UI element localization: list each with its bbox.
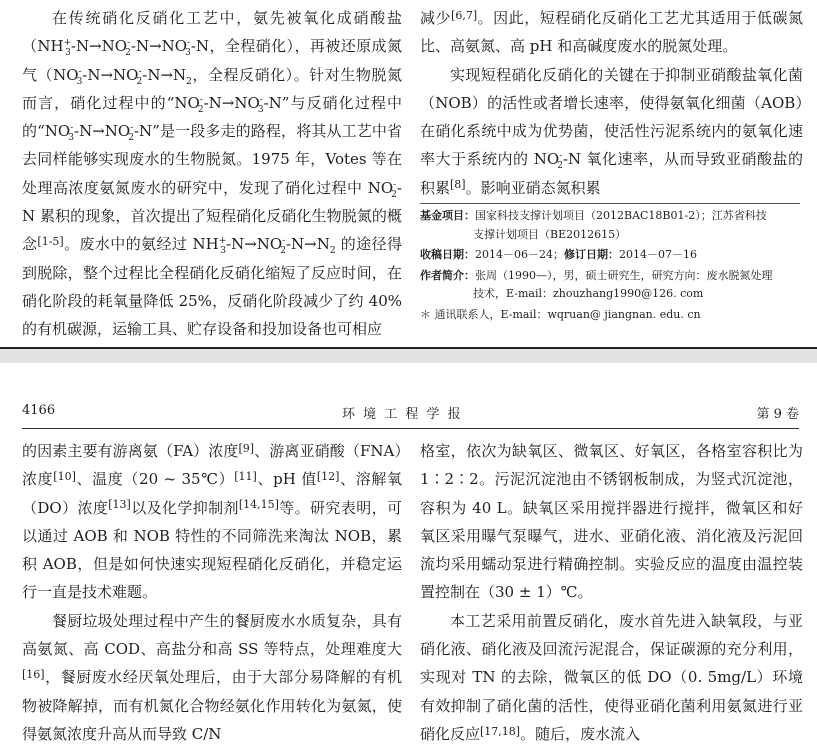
lower-right-column bbox=[420, 437, 803, 748]
citation-10: [10] bbox=[53, 469, 76, 483]
citation-9: [9] bbox=[238, 441, 255, 455]
upper-right-column bbox=[420, 4, 803, 202]
running-head bbox=[22, 403, 799, 423]
fund-note: 基金项目：国家科技支撑计划项目（2012BAC18B01-2）；江苏省科技 支撑计划项目（BE2012615） bbox=[420, 209, 767, 241]
citation-12: [12] bbox=[316, 469, 340, 483]
citation-17-18: [17,18] bbox=[480, 724, 521, 738]
lower-left-column bbox=[22, 437, 402, 748]
upper-right-paragraph-1: 减少[6,7]。因此，短程硝化反硝化工艺尤其适用于低碳氮比、高氨氮、高 pH 和高碱度废水的脱氮处理。 bbox=[420, 8, 803, 56]
citation-16: [16] bbox=[22, 667, 45, 681]
citation-13: [13] bbox=[108, 498, 131, 512]
citation-6-7: [6,7] bbox=[451, 8, 478, 22]
running-head-rule bbox=[22, 428, 799, 429]
upper-right-paragraph-2: 实现短程硝化反硝化的关键在于抑制亚硝酸盐氧化菌（NOB）的活性或者增长速率，使得氨氧化细菌（AOB）在硝化系统中成为优势菌，使活性污泥系统内的氨氧化速率大于系统内的 $NO^-_2-N$ 氧化速率，从而导致亚硝酸盐的积累[8]。影响亚硝态氮积累 bbox=[420, 65, 803, 197]
lower-right-paragraph-1: 格室，依次为缺氧区、微氧区、好氧区，各格室容积比为 1∶2∶2。污泥沉淀池由不锈钢板制成，为竖式沉淀池，容积为 40 L。缺氧区采用搅拌器进行搅拌，微氧区和好氧区采用曝气泵曝气，进水、亚硝化液、消化液及污泥回流均采用蠕动泵进行精确控制。实验反应的温度由温控装置控制在（30 ± 1）℃。 bbox=[420, 442, 803, 602]
citation-11: [11] bbox=[234, 469, 257, 483]
lower-right-paragraph-2: 本工艺采用前置反硝化，废水首先进入缺氧段，与亚硝化液、硝化液及回流污泥混合，保证碳源的充分利用，实现对 TN 的去除，微氧区的低 DO（0. 5mg/L）环境有效抑制了硝化菌的活性，使得亚硝化菌利用氨氮进行亚硝化反应[17,18]。随后，废水流入 bbox=[420, 611, 803, 743]
volume-label: 第 9 卷 bbox=[756, 407, 799, 422]
page-number: 4166 bbox=[22, 403, 56, 418]
received-label: 收稿日期： bbox=[420, 248, 475, 261]
fund-label: 基金项目： bbox=[420, 209, 475, 222]
citation-14-15: [14,15] bbox=[238, 498, 279, 512]
dates-note: 收稿日期：2014－06－24；修订日期：2014－07－16 bbox=[420, 248, 697, 261]
upper-left-paragraph: 在传统硝化反硝化工艺中，氨先被氧化成硝酸盐（$NH^+_3-N\to NO^-_2-N\to NO^-_3-N$，全程硝化），再被还原成氮气（$NO^-_3-N\to NO^-_2-N\to N_2$，全程反硝化）。针对生物脱氮而言，硝化过程中的“$NO^-_2-N\to NO^-_3-N$”与反硝化过程中的“$NO^-_3-N\to NO^-_2-N$”是一段多走的路程，将其从工艺中省去同样能够实现废水的生物脱氮。1975 年，Votes 等在处理高浓度氨氮废水的研究中，发现了硝化过程中 $NO^-_2-N$ 累积的现象，首次提出了短程硝化反硝化生物脱氮的概念[1-5]。废水中的氨经过 $NH^+_3-N\to NO^-_2-N\to N_2$ 的途径得到脱除，整个过程比全程硝化反硝化缩短了反应时间，在硝化阶段的耗氧量降低 25%，反硝化阶段减少了约 40% 的有机碳源，运输工具、贮存设备和投加设备也可相应 bbox=[22, 9, 402, 339]
author-note: 作者简介：张周（1990—），男，硕士研究生，研究方向：废水脱氮处理 技术，E-mail：zhouzhang1990@126. com bbox=[420, 268, 773, 300]
lower-left-paragraph-2: 餐厨垃圾处理过程中产生的餐厨废水水质复杂，具有高氨氮、高 COD、高盐分和高 SS 等特点，处理难度大[16]，餐厨废水经厌氧处理后，由于大部分易降解的有机物被降解掉，而有机氮化合物经氨化作用转化为氨氮，使得氨氮浓度升高从而导致 C/N bbox=[22, 611, 402, 743]
citation-1-5: [1-5] bbox=[37, 234, 64, 248]
corresponding-note: ＊ 通讯联系人，E-mail：wqruan@ jiangnan. edu. cn bbox=[420, 307, 701, 321]
journal-title: 环 境 工 程 学 报 bbox=[342, 407, 463, 422]
upper-left-column bbox=[22, 4, 402, 344]
page-divider bbox=[0, 347, 817, 363]
footnotes bbox=[420, 207, 805, 326]
revised-label: 修订日期： bbox=[564, 248, 619, 261]
author-label: 作者简介： bbox=[420, 268, 475, 282]
footnote-rule bbox=[420, 203, 800, 204]
lower-left-paragraph-1: 的因素主要有游离氨（FA）浓度[9]、游离亚硝酸（FNA）浓度[10]、温度（20 ~ 35℃）[11]、pH 值[12]、溶解氧（DO）浓度[13]以及化学抑制剂[14,15]等。研究表明，可以通过 AOB 和 NOB 特性的不同筛洗来淘汰 NOB，累积 AOB，但是如何快速实现短程硝化反硝化，并稳定运行一直是技术难题。 bbox=[22, 441, 402, 602]
citation-8: [8] bbox=[450, 178, 466, 192]
